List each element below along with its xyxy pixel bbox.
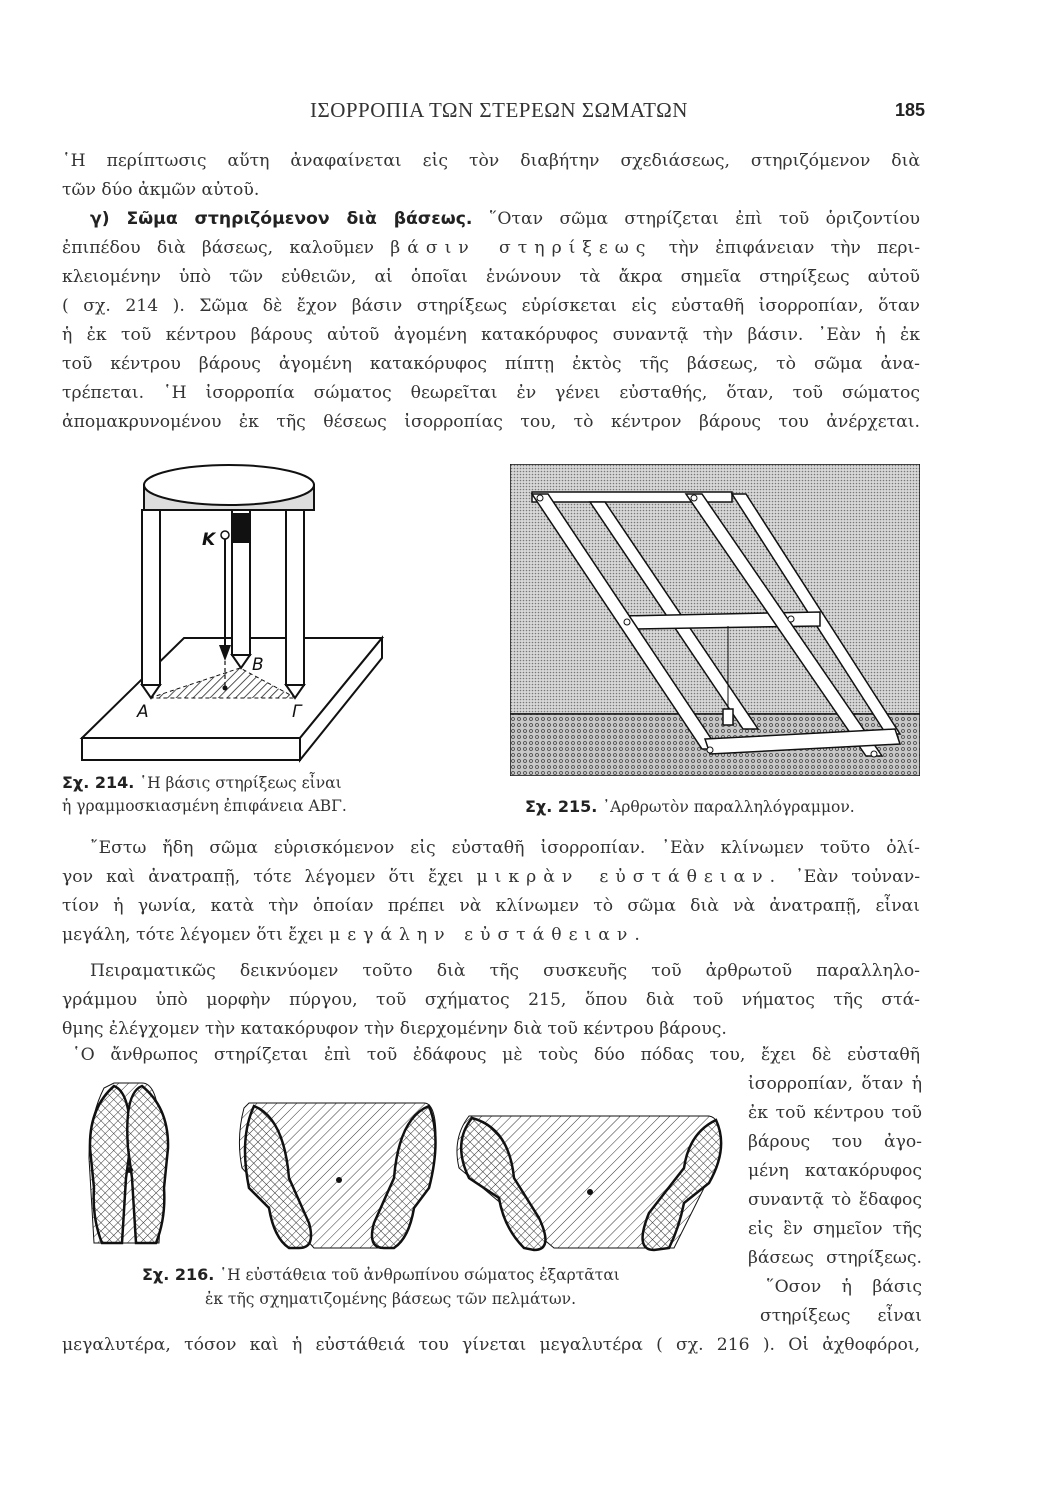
figure-216-caption (142, 1265, 620, 1284)
term-large-stability: μεγάλην εὐστάθειαν. (329, 925, 647, 945)
caption-text: ᾿Αρθρωτὸν παραλληλόγραμμον. (602, 798, 855, 816)
center-of-gravity-dot (127, 1167, 133, 1173)
stool-leg-left (142, 510, 160, 685)
text-span: μεγάλη, τότε λέγομεν ὅτι ἔχει (62, 925, 324, 945)
figure-214-stool-illustration (62, 455, 482, 765)
text-line: ῾Η περίπτωσις αὕτη ἀναφαίνεται εἰς τὸν διαβήτην σχεδιάσεως, στηριζόμενον διὰ (62, 151, 920, 171)
text-line: μεγαλυτέρα, τόσον καὶ ἡ εὐστάθειά του γίνεται μεγαλυτέρα ( σχ. 216 ). Οἱ ἀχθοφόροι, (62, 1335, 920, 1355)
figure-214-caption (62, 773, 342, 792)
caption-text: ῾Η βάσις στηρίξεως εἶναι (139, 774, 342, 792)
text-line: ἡ ἐκ τοῦ κέντρου βάρους αὐτοῦ ἀγομένη κατακόρυφος συναντᾷ τὴν βάσιν. ᾿Εὰν ἡ ἐκ (62, 325, 920, 345)
text-line: τοῦ κέντρου βάρους ἀγομένη κατακόρυφος πίπτῃ ἐκτὸς τῆς βάσεως, τὸ σῶμα ἀνα- (62, 354, 920, 374)
text-span: ᾿Εὰν τοὐναν- (795, 867, 920, 887)
caption-number: Σχ. 214. (62, 773, 135, 792)
text-line (62, 863, 920, 893)
stool-seat (144, 465, 314, 505)
text-line: ῾Ο ἄνθρωπος στηρίζεται ἐπὶ τοῦ ἐδάφους μὲ τοὺς δύο πόδας του, ἔχει δὲ εὐσταθῆ (72, 1045, 920, 1065)
text-line: γράμμου ὑπὸ μορφὴν πύργου, τοῦ σχήματος 215, ὅπου διὰ τοῦ νήματος τῆς στά- (62, 990, 920, 1010)
label-B: B (252, 655, 264, 675)
caption-text: ῾Η εὐστάθεια τοῦ ἀνθρωπίνου σώματος ἐξαρτᾶται (219, 1266, 620, 1284)
term-basis: βάσιν στηρίξεως (390, 238, 653, 258)
text-line: κλειομένην ὑπὸ τῶν εὐθειῶν, αἱ ὁποῖαι ἑνώνουν τὰ ἄκρα σημεῖα στηρίξεως αὐτοῦ (62, 267, 920, 287)
text-span: τὴν ἐπιφάνειαν τὴν περι- (668, 238, 921, 258)
term-small-stability: μικρὰν εὐστάθειαν. (476, 867, 783, 887)
figure-215-parallelogram-illustration (510, 464, 920, 776)
text-line: ἀπομακρυνομένου ἐκ τῆς θέσεως ἰσορροπίας του, τὸ κέντρον βάρους του ἀνέρχεται. (62, 412, 920, 432)
footprint-panel-feet-apart-wide (457, 1116, 721, 1250)
page-number: 185 (895, 100, 926, 120)
label-G: Γ (292, 702, 302, 722)
stool-leg-right (286, 510, 304, 685)
text-span: ἐπιπέδου διὰ βάσεως, καλοῦμεν (62, 238, 374, 258)
text-line: τρέπεται. ῾Η ἰσορροπία σώματος θεωρεῖται ἐν γένει εὐσταθής, ὅταν, τοῦ σώματος (62, 383, 920, 403)
text-line: ( σχ. 214 ). Σῶμα δὲ ἔχον βάσιν στηρίξεως εὑρίσκεται εἰς εὐσταθῆ ἰσορροπίαν, ὅταν (62, 296, 920, 316)
board-side-front (82, 738, 300, 760)
label-A: A (137, 702, 149, 722)
center-of-gravity-point (221, 531, 229, 539)
text-line (90, 205, 920, 235)
footprint-panel-feet-apart-narrow (239, 1103, 436, 1248)
text-line: ῞Οσον ἡ βάσις (766, 1277, 922, 1297)
figure-215-caption (525, 797, 855, 816)
figure-216-caption-line-2: ἐκ τῆς σχηματιζομένης βάσεως τῶν πελμάτων. (205, 1290, 577, 1308)
text-line: στηρίξεως εἶναι (760, 1306, 922, 1326)
text-line: βάρους του ἀγο- (748, 1132, 922, 1152)
text-line (62, 234, 920, 264)
text-line: συναντᾷ τὸ ἔδαφος (748, 1190, 922, 1210)
center-of-gravity-dot (336, 1177, 342, 1183)
text-line: τίον ἡ γωνία, κατὰ τὴν ὁποίαν πρέπει νὰ κλίνωμεν τὸ σῶμα διὰ νὰ ἀνατραπῇ, εἶναι (62, 896, 920, 916)
text-line: Πειραματικῶς δεικνύομεν τοῦτο διὰ τῆς συσκευῆς τοῦ ἀρθρωτοῦ παραλληλο- (90, 961, 920, 981)
text-line: μένη κατακόρυφος (748, 1161, 922, 1181)
text-line (62, 921, 647, 951)
text-line: ἐκ τοῦ κέντρου τοῦ (748, 1103, 922, 1123)
figure-214-caption-line-2: ἡ γραμμοσκιασμένη ἐπιφάνεια ΑΒΓ. (62, 797, 347, 815)
text-line: ἰσορροπίαν, ὅταν ἡ (748, 1074, 922, 1094)
plumb-bob (723, 709, 733, 725)
page-header (0, 98, 1059, 122)
section-heading: γ) Σῶμα στηριζόμενον διὰ βάσεως. (90, 209, 473, 229)
footprint-panel-feet-together (89, 1083, 168, 1243)
text-line: βάσεως στηρίξεως. (748, 1248, 922, 1268)
caption-number: Σχ. 215. (525, 797, 598, 816)
caption-number: Σχ. 216. (142, 1265, 215, 1284)
text-span: ῞Οταν σῶμα στηρίζεται ἐπὶ τοῦ ὁριζοντίου (488, 209, 920, 229)
text-span: γον καὶ ἀνατραπῇ, τότε λέγομεν ὅτι ἔχει (62, 867, 464, 887)
figure-216-footprints-illustration (84, 1078, 724, 1258)
text-line: τῶν δύο ἀκμῶν αὐτοῦ. (62, 180, 260, 200)
label-K: K (202, 530, 216, 550)
center-of-gravity-dot (587, 1189, 593, 1195)
text-line: ῎Εστω ἤδη σῶμα εὑρισκόμενον εἰς εὐσταθῆ ἰσορροπίαν. ᾿Εὰν κλίνωμεν τοῦτο ὀλί- (90, 838, 920, 858)
running-title: ΙΣΟΡΡΟΠΙΑ ΤΩΝ ΣΤΕΡΕΩΝ ΣΩΜΑΤΩΝ (310, 98, 688, 122)
text-line: θμης ἐλέγχομεν τὴν κατακόρυφον τὴν διερχομένην διὰ τοῦ κέντρου βάρους. (62, 1019, 727, 1039)
text-line: εἰς ἓν σημεῖον τῆς (748, 1219, 922, 1239)
